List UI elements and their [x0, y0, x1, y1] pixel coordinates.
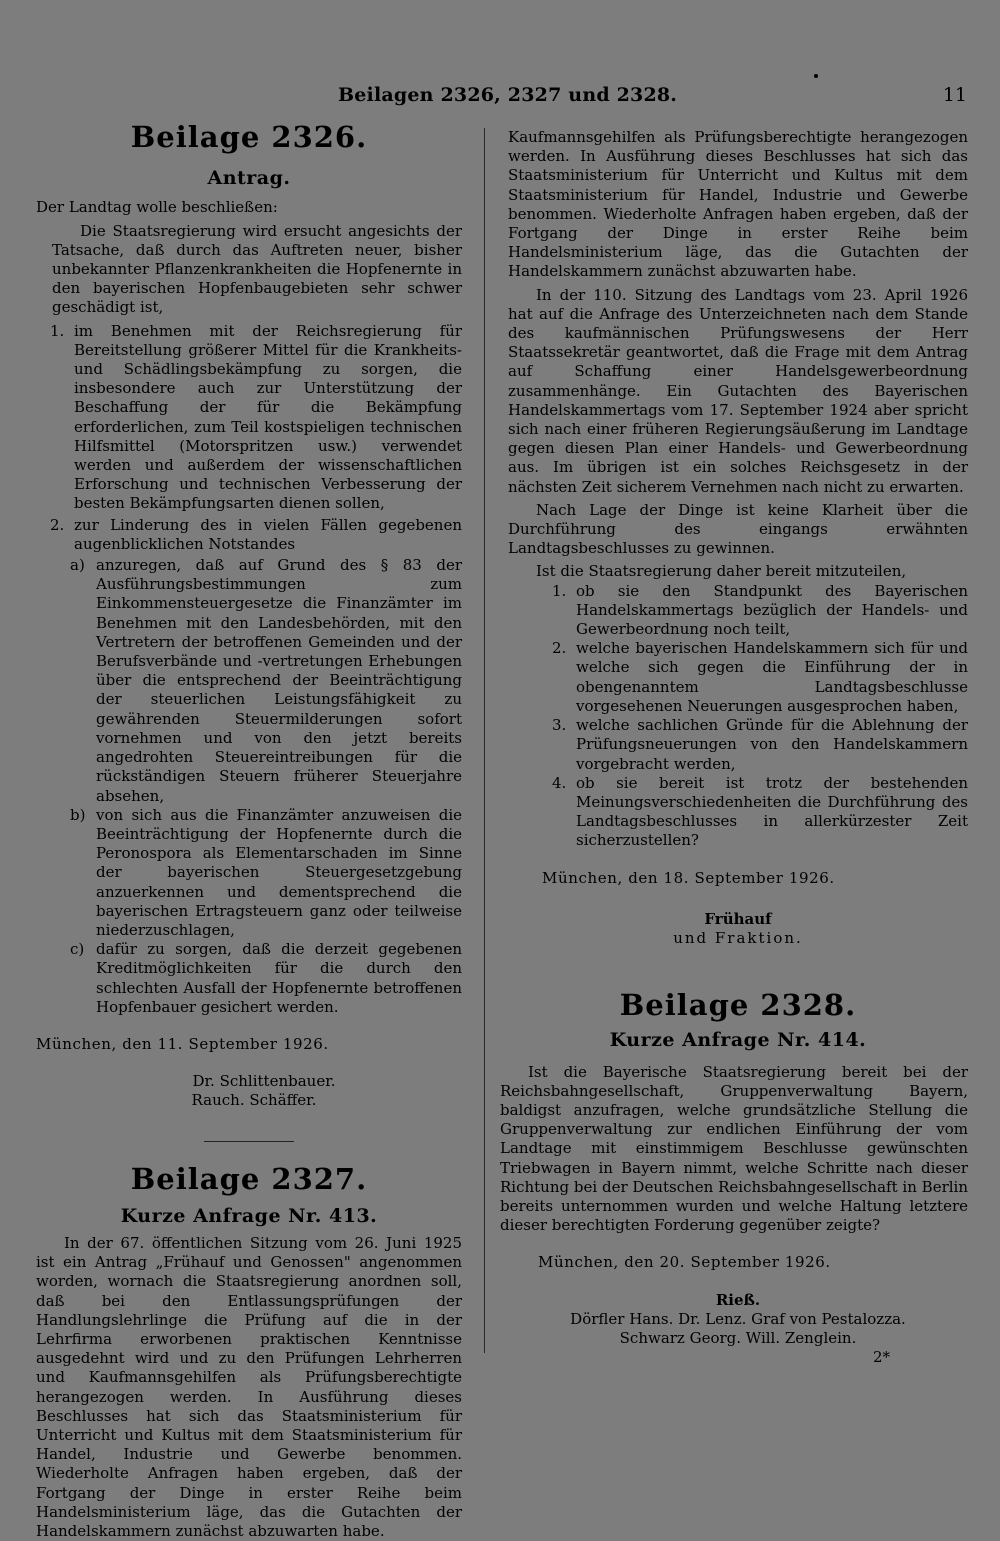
paragraph: Nach Lage der Dinge ist keine Klarheit über die Durchführung des eingangs erwähnten Landtagsbeschlusses zu gewinnen. — [508, 500, 968, 558]
sub-list-item — [36, 940, 462, 1017]
item-text: welche sachlichen Gründe für die Ablehnung der Prüfungsneuerungen von den Handelskammern vorgebracht werden, — [576, 716, 968, 773]
paragraph: Die Staatsregierung wird ersucht angesichts der Tatsache, daß durch das Auftreten neuer, bisher unbekannter Pflanzenkrankheiten die Hopfenernte in den bayerischen Hopfenbaugebieten sehr schwer geschädigt ist, — [52, 221, 462, 317]
date-line: München, den 11. September 1926. — [36, 1034, 329, 1053]
sheet-mark: 2* — [872, 1348, 890, 1366]
list-item — [36, 322, 462, 514]
column-divider — [484, 128, 485, 1353]
signature: Schwarz Georg. Will. Zenglein. — [619, 1328, 857, 1347]
item-text: ob sie bereit ist trotz der bestehenden Meinungsverschiedenheiten die Durchführung des Landtagsbeschlusses in allerkürzester Zeit sicherzustellen? — [576, 773, 968, 850]
page-header — [0, 84, 1000, 110]
paragraph: Ist die Bayerische Staatsregierung bereit bei der Reichsbahngesellschaft, Gruppenverwaltung Bayern, baldigst anzufragen, welche grundsätzliche Stellung die Gruppenverwaltung zur endlichen Einführung der vom Landtage mit einstimmigem Beschlusse gewünschten Triebwagen in Bayern nimmt, welche Schritte nach dieser Richtung bei der Deutschen Reichsbahngesellschaft in Berlin bereits unternommen wurden und welche Haltung letztere dieser berechtigten Forderung gegenüber zeigte? — [500, 1062, 968, 1235]
signature: Dr. Schlittenbauer. — [192, 1072, 336, 1091]
sub-list-item — [36, 556, 462, 806]
paragraph: Ist die Staatsregierung daher bereit mitzuteilen, — [536, 562, 907, 581]
paragraph: Kaufmannsgehilfen als Prüfungsberechtigte herangezogen werden. In Ausführung dieses Beschlusses hat sich das Staatsministerium für Unterricht und Kultus mit dem Staatsministerium für Handel, Industrie und Gewerbe benommen. Wiederholte Anfragen haben ergeben, daß der Fortgang der Dinge in erster Reihe beim Handelsministerium läge, das die Gutachten der Handelskammern zunächst abzuwarten habe. — [508, 128, 968, 281]
item-letter: b) — [70, 805, 86, 824]
item-number: 2. — [552, 639, 567, 658]
question-item — [508, 774, 968, 851]
section-rule — [204, 1141, 294, 1142]
beilage-2328-subheading: Kurze Anfrage Nr. 414. — [609, 1029, 867, 1052]
date-line: München, den 20. September 1926. — [538, 1253, 831, 1272]
paragraph-text: In der 67. öffentlichen Sitzung vom 26. Juni 1925 ist ein Antrag „Frühauf und Genossen" angenommen worden, wornach die Staatsregierung anordnen soll, daß bei den Entlassungsprüfungen der Handlungslehrlinge die Prüfung auf die in der Lehrfirma erworbenen praktischen Kenntnisse ausgedehnt wird und zu den Prüfungen Lehrherren und Kaufmannsgehilfen als Prüfungsberechtigte herangezogen werden. In Ausführung dieses Beschlusses hat sich das Staatsministerium für Unterricht und Kultus mit dem Staatsministerium für Handel, Industrie und Gewerbe benommen. Wiederholte Anfragen haben ergeben, daß der Fortgang der Dinge in erster Reihe beim Handelsministerium läge, das die Gutachten der Handelskammern zunächst abzuwarten habe. — [36, 1233, 462, 1540]
item-text: zur Linderung des in vielen Fällen gegebenen augenblicklichen Notstandes — [74, 515, 462, 553]
paragraph: In der 110. Sitzung des Landtags vom 23. April 1926 hat auf die Anfrage des Unterzeichneten nach dem Stande des kaufmännischen Prüfungswesens der Herr Staatssekretär geantwortet, daß die Frage mit dem Antrag auf Schaffung einer Handelsgewerbeordnung zusammenhänge. Ein Gutachten des Bayerischen Handelskammertags vom 17. September 1924 aber spricht sich nach einer früheren Regierungsäußerung im Landtage gegen diesen Plan einer Handels- und Gewerbeordnung aus. Im übrigen ist ein solches Reichsgesetz in der nächsten Zeit sicherem Vernehmen nach nicht zu erwarten. — [508, 285, 968, 496]
running-title: Beilagen 2326, 2327 und 2328. — [338, 84, 678, 106]
item-number: 1. — [50, 321, 65, 340]
item-letter: a) — [70, 556, 85, 575]
beilage-2326-heading: Beilage 2326. — [130, 120, 368, 154]
signature: Dörfler Hans. Dr. Lenz. Graf von Pestalozza. — [570, 1309, 906, 1328]
ink-dot — [814, 74, 818, 78]
item-text: dafür zu sorgen, daß die derzeit gegebenen Kreditmöglichkeiten für die durch den schlechten Ausfall der Hopfenernte betroffenen Hopfenbauer gesichert werden. — [96, 940, 462, 1016]
beilage-2327-heading: Beilage 2327. — [130, 1161, 368, 1196]
item-number: 4. — [552, 773, 567, 792]
beilage-2328-heading: Beilage 2328. — [619, 988, 857, 1023]
paragraph — [36, 1233, 462, 1540]
item-text: welche bayerischen Handelskammern sich für und welche sich gegen die Einführung der in obengenanntem Landtagsbeschlusse vorgesehenen Neuerungen ausgesprochen haben, — [576, 639, 968, 715]
list-item — [36, 516, 462, 554]
beilage-2326-subheading: Antrag. — [207, 167, 291, 190]
item-text: ob sie den Standpunkt des Bayerischen Handelskammertags bezüglich der Handels- und Gewerbeordnung noch teilt, — [576, 581, 968, 639]
beilage-2327-subheading: Kurze Anfrage Nr. 413. — [120, 1204, 378, 1227]
sub-list-item — [36, 806, 462, 940]
item-text: im Benehmen mit der Reichsregierung für Bereitstellung größerer Mittel für die Krankheits- und Schädlingsbekämpfung zu sorgen, die insbesondere auch zur Unterstützung der Beschaffung der für die Bekämpfung erforderlichen, zum Teil kostspieligen technischen Hilfsmittel (Motorspritzen usw.) verwendet werden und außerdem der wissenschaftlichen Erforschung und technischen Verbesserung der besten Bekämpfungsarten dienen sollen, — [74, 321, 462, 513]
signature: Frühauf — [704, 909, 772, 928]
signature: Rauch. Schäffer. — [191, 1091, 317, 1110]
left-column — [36, 120, 462, 1540]
intro-line: Der Landtag wolle beschließen: — [36, 198, 278, 217]
item-number: 2. — [50, 515, 65, 534]
question-item — [508, 582, 968, 640]
item-number: 1. — [552, 581, 567, 600]
signature: und Fraktion. — [673, 928, 803, 947]
date-line: München, den 18. September 1926. — [542, 868, 835, 887]
question-item — [508, 639, 968, 716]
signature: Rieß. — [715, 1290, 761, 1309]
item-number: 3. — [552, 716, 567, 735]
item-text: von sich aus die Finanzämter anzuweisen die Beeinträchtigung der Hopfenernte durch die Peronospora als Elementarschaden im Sinne der bayerischen Steuergesetzgebung anzuerkennen und dementsprechend die bayerischen Ertragsteuern ganz oder teilweise niederzuschlagen, — [96, 805, 462, 939]
item-letter: c) — [70, 940, 85, 959]
question-item — [508, 716, 968, 774]
item-text: anzuregen, daß auf Grund des § 83 der Ausführungsbestimmungen zum Einkommensteuergesetze die Finanzämter im Benehmen mit den Landesbehörden, mit den Vertretern der betroffenen Gemeinden und der Berufsverbände und -vertretungen Erhebungen über die entsprechend der Beeinträchtigung der steuerlichen Leistungsfähigkeit zu gewährenden Steuermilderungen sofort vornehmen und von den jetzt bereits angedrohten Steuereintreibungen für die rückständigen Steuern früherer Steuerjahre absehen, — [96, 556, 462, 805]
page-number: 11 — [942, 84, 967, 106]
right-column — [500, 128, 968, 1348]
